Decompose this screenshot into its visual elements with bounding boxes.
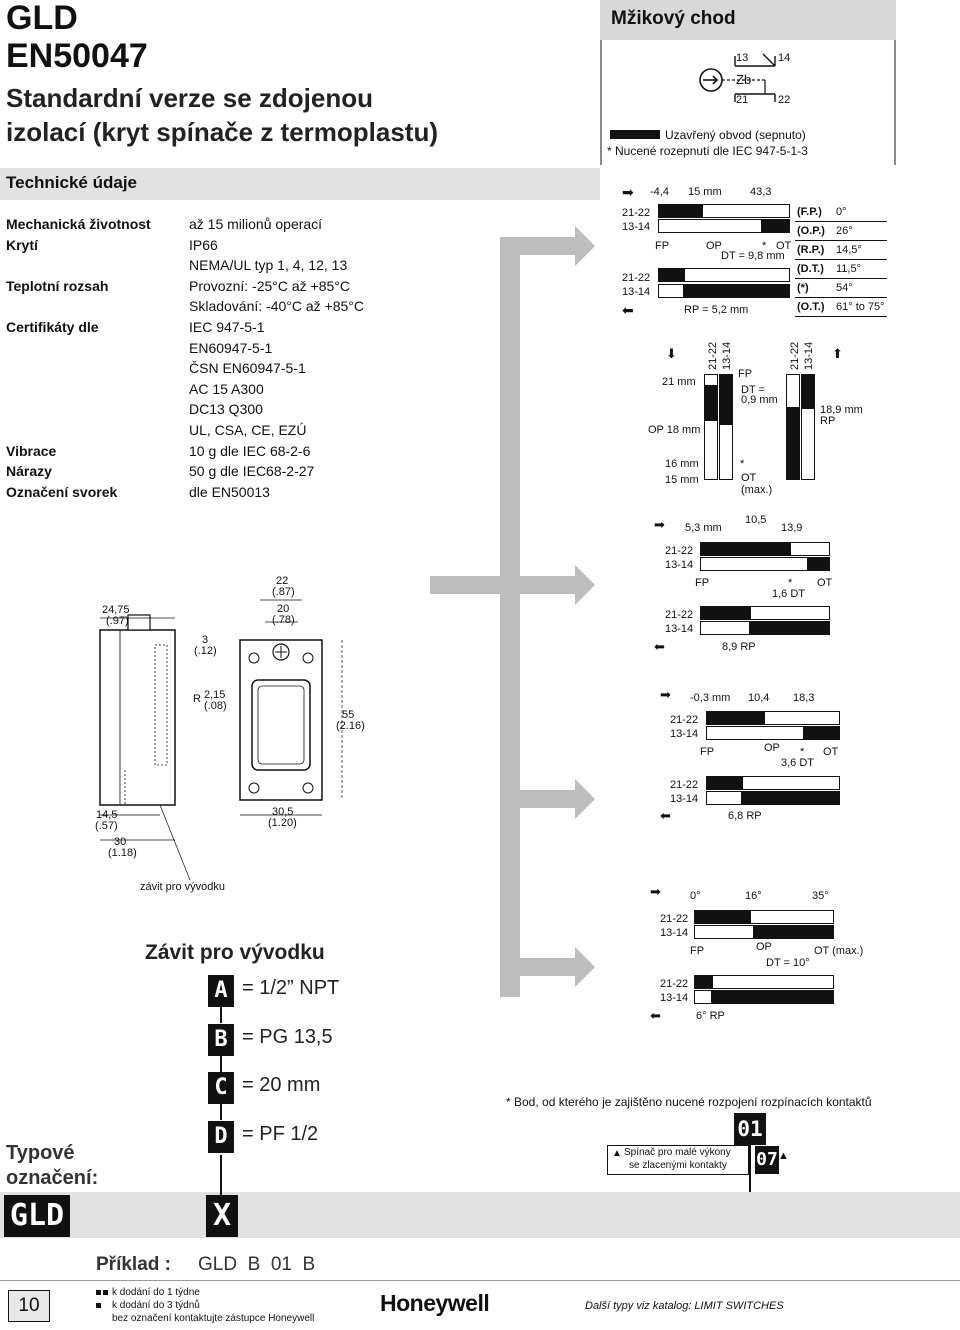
- footnote: * Bod, od kterého je zajištěno nucené rozpojení rozpínacích kontaktů: [506, 1095, 872, 1109]
- d2-bar: [786, 374, 800, 408]
- d3-dt: 1,6 DT: [772, 588, 806, 600]
- d2-op18: OP 18 mm: [648, 424, 701, 436]
- note-contact: bez označení kontaktujte zástupce Honeywell: [112, 1313, 315, 1324]
- d3-bar: [790, 542, 830, 556]
- spec-value: dle EN50013: [189, 483, 270, 500]
- d5-r2: 13-14: [660, 927, 689, 939]
- x-code: X: [206, 1195, 238, 1237]
- code-07-note-2: se zlacenými kontakty: [629, 1160, 727, 1171]
- dim-2475-in: (.97): [106, 615, 129, 627]
- return-arrow-icon: ⬅: [622, 302, 634, 318]
- d2-c1b: 21-22: [789, 341, 801, 370]
- gld-code: GLD: [4, 1195, 70, 1237]
- thread-text: = PF 1/2: [242, 1122, 319, 1145]
- dim-55-in: (2.16): [336, 720, 365, 732]
- flow-branch-1: [500, 237, 580, 255]
- d5-r1b: 21-22: [660, 978, 689, 990]
- flow-arrow-5: [575, 947, 595, 987]
- d1-table-rule: [795, 278, 887, 279]
- d1-bar: [658, 268, 684, 282]
- page-number: 10: [8, 1290, 50, 1322]
- d5-bar: [694, 975, 712, 989]
- d1-table-rule: [795, 297, 887, 298]
- d1-fp: FP: [655, 240, 670, 252]
- thread-code-b: B: [208, 1024, 234, 1056]
- thread-text: = PG 13,5: [242, 1025, 333, 1048]
- push-arrow-icon: ➡: [654, 517, 665, 532]
- d2-bar: [801, 408, 815, 480]
- thread-code-d: D: [208, 1121, 234, 1153]
- d5-rp: 6° RP: [696, 1010, 725, 1022]
- return-arrow-icon: ⬅: [660, 808, 671, 823]
- return-arrow-icon: ⬅: [654, 639, 665, 654]
- d4-top-b: 10,4: [748, 692, 770, 704]
- d5-bar: [694, 925, 754, 939]
- d2-dt1: DT =: [741, 384, 765, 396]
- d2-rp2: RP: [820, 415, 836, 427]
- d2-star: *: [740, 458, 745, 470]
- dim-30: 30: [114, 836, 127, 848]
- d2-bar: [704, 420, 718, 480]
- d4-dt: 3,6 DT: [781, 757, 815, 769]
- d1-table-rule: [795, 240, 887, 241]
- flow-branch-3: [430, 576, 580, 594]
- d3-top-b: 10,5: [745, 514, 767, 526]
- d1-table-key: (O.P.): [797, 225, 825, 237]
- product-standard: EN50047: [6, 37, 148, 75]
- spec-value: 50 g dle IEC68-2-27: [189, 463, 315, 480]
- d2-bar: [704, 374, 718, 386]
- spec-value: Skladování: -40°C až +85°C: [189, 298, 365, 315]
- d3-top-a: 5,3 mm: [685, 522, 722, 534]
- flow-branch-5: [500, 958, 580, 976]
- push-arrow-icon: ➡: [660, 687, 671, 702]
- d1-r1b: 21-22: [622, 272, 651, 284]
- spec-label: Krytí: [6, 236, 38, 253]
- d2-rp1: 18,9 mm: [820, 404, 863, 416]
- type-label-2: označení:: [6, 1167, 99, 1189]
- dim-215-in: (.08): [204, 700, 227, 712]
- dim-3-in: (.12): [194, 645, 217, 657]
- push-arrow-icon: ➡: [650, 884, 661, 899]
- note-triangle-icon: ▲: [612, 1148, 622, 1159]
- d4-top-a: -0,3 mm: [690, 692, 731, 704]
- d2-bar: [719, 374, 733, 424]
- example-value: GLD B 01 B: [198, 1254, 316, 1275]
- note-1-week: k dodání do 1 týdne: [112, 1287, 200, 1298]
- spec-label: Vibrace: [6, 442, 57, 459]
- thread-code-a: A: [208, 975, 234, 1007]
- spec-value: AC 15 A300: [189, 380, 264, 397]
- d4-r1: 21-22: [670, 714, 699, 726]
- d3-r2: 13-14: [665, 559, 694, 571]
- d2-c2b: 13-14: [803, 341, 815, 370]
- symbol-zb: Zb: [736, 72, 752, 87]
- square-bullet-icon: [96, 1290, 101, 1295]
- d1-table-value: 54°: [836, 282, 853, 294]
- note-3-weeks: k dodání do 3 týdnů: [112, 1300, 200, 1311]
- d4-star: *: [800, 746, 805, 758]
- d5-ot: OT (max.): [814, 945, 864, 957]
- d4-bar: [706, 726, 804, 740]
- d1-top-b: 15 mm: [688, 186, 722, 198]
- code-07-note-1: Spínač pro malé výkony: [624, 1147, 731, 1158]
- d2-m15: 15 mm: [665, 474, 699, 486]
- d1-r1: 21-22: [622, 207, 651, 219]
- drawing-caption: závit pro vývodku: [140, 881, 225, 893]
- thread-code-c: C: [208, 1072, 234, 1104]
- d3-r1b: 21-22: [665, 609, 694, 621]
- dim-r: R: [193, 693, 201, 705]
- d5-top-b: 16°: [745, 890, 762, 902]
- d2-bar: [801, 374, 815, 408]
- up-arrow-icon: ⬆: [832, 346, 843, 361]
- d1-table-key: (F.P.): [797, 206, 822, 218]
- spec-label: Označení svorek: [6, 483, 118, 500]
- d4-r2b: 13-14: [670, 793, 699, 805]
- d1-table-rule: [795, 316, 887, 317]
- d3-bar: [808, 557, 830, 571]
- dim-3: 3: [202, 634, 209, 646]
- d1-table-rule: [795, 259, 887, 260]
- d1-table-key: (D.T.): [797, 263, 824, 275]
- flow-bus: [500, 237, 520, 997]
- x-connector: [220, 1155, 222, 1195]
- d1-table-value: 11,5°: [836, 263, 861, 275]
- dim-215: 2,15: [204, 689, 226, 701]
- d2-c2: 13-14: [721, 341, 733, 370]
- thread-text: = 20 mm: [242, 1074, 321, 1096]
- d1-table-value: 14,5°: [836, 244, 862, 256]
- d4-rp: 6,8 RP: [728, 810, 762, 822]
- terminal-21: 21: [736, 94, 749, 106]
- d1-r2: 13-14: [622, 221, 651, 233]
- thread-connector: [220, 1056, 222, 1072]
- dim-20: 20: [277, 603, 290, 615]
- dim-55: 55: [342, 709, 355, 721]
- d3-fp: FP: [695, 577, 710, 589]
- d4-top-c: 18,3: [793, 692, 815, 704]
- d2-dt2: 0,9 mm: [741, 394, 778, 406]
- d4-bar: [742, 791, 840, 805]
- d5-r1: 21-22: [660, 913, 689, 925]
- d3-bar: [700, 606, 750, 620]
- spec-value: ČSN EN60947-5-1: [189, 360, 306, 377]
- type-label-1: Typové: [6, 1142, 75, 1164]
- d4-ot: OT: [823, 746, 839, 758]
- d4-bar: [706, 791, 742, 805]
- d2-bar: [786, 408, 800, 480]
- spec-value: Provozní: -25°C až +85°C: [189, 277, 350, 294]
- dim-2475: 24,75: [102, 604, 130, 616]
- d1-bar: [684, 284, 790, 298]
- d5-bar: [754, 925, 834, 939]
- spec-value: až 15 milionů operací: [189, 216, 323, 232]
- d4-r1b: 21-22: [670, 779, 699, 791]
- d3-r1: 21-22: [665, 545, 694, 557]
- d1-bar: [658, 284, 684, 298]
- dim-22: 22: [276, 575, 289, 587]
- d2-bar: [704, 386, 718, 420]
- spec-label: Nárazy: [6, 463, 52, 480]
- d3-bar: [750, 606, 830, 620]
- d1-bar: [658, 219, 762, 233]
- flow-arrow-1: [575, 226, 595, 266]
- spec-value: NEMA/UL typ 1, 4, 12, 13: [189, 257, 348, 274]
- d3-bar: [750, 621, 830, 635]
- push-arrow-icon: ➡: [622, 184, 634, 200]
- d1-top-c: 43,3: [750, 186, 772, 198]
- flow-arrow-4: [575, 779, 595, 819]
- terminal-14: 14: [778, 52, 791, 64]
- honeywell-logo: Honeywell: [380, 1290, 490, 1316]
- spec-value: DC13 Q300: [189, 401, 263, 418]
- spec-value: IP66: [189, 236, 218, 253]
- d5-bar: [694, 990, 712, 1004]
- d2-ot2: (max.): [741, 484, 773, 496]
- dim-20-in: (.78): [272, 614, 295, 626]
- d2-fp: FP: [738, 368, 753, 380]
- d1-rp: RP = 5,2 mm: [684, 304, 749, 316]
- d4-fp: FP: [700, 746, 715, 758]
- d3-star: *: [788, 577, 793, 589]
- return-arrow-icon: ⬅: [650, 1008, 661, 1023]
- d4-bar: [804, 726, 840, 740]
- d3-bar: [700, 557, 808, 571]
- terminal-13: 13: [736, 52, 749, 64]
- down-arrow-icon: ⬇: [666, 346, 677, 361]
- d5-r2b: 13-14: [660, 992, 689, 1004]
- d5-bar: [712, 990, 834, 1004]
- code-01: 01: [734, 1113, 766, 1145]
- dim-145-in: (.57): [95, 820, 118, 832]
- d5-top-a: 0°: [690, 890, 701, 902]
- d5-dt: DT = 10°: [766, 957, 810, 969]
- spec-label: Mechanická životnost: [6, 216, 151, 232]
- example-label: Příklad :: [96, 1254, 171, 1275]
- type-band: [0, 1192, 960, 1238]
- legend-closed-text: Uzavřený obvod (sepnuto): [665, 128, 806, 142]
- thread-connector: [220, 1007, 222, 1023]
- d3-ot: OT: [817, 577, 833, 589]
- spec-value: 10 g dle IEC 68-2-6: [189, 442, 311, 459]
- legend-closed-swatch: [610, 130, 660, 139]
- footer-rule: [0, 1280, 960, 1281]
- d2-m16: 16 mm: [665, 458, 699, 470]
- d3-top-c: 13,9: [781, 522, 803, 534]
- d1-dt: DT = 9,8 mm: [721, 250, 785, 262]
- d1-r2b: 13-14: [622, 286, 651, 298]
- thread-connector: [220, 1104, 222, 1120]
- d1-op: OP: [706, 240, 722, 252]
- d2-m21: 21 mm: [662, 376, 696, 388]
- d5-op: OP: [756, 941, 772, 953]
- d1-ot: OT: [776, 240, 792, 252]
- snap-title: Mžikový chod: [611, 8, 736, 29]
- spec-label: Certifikáty dle: [6, 319, 99, 335]
- d4-bar: [764, 711, 840, 725]
- product-title: GLD: [6, 0, 78, 37]
- d5-top-c: 35°: [812, 890, 829, 902]
- d4-bar: [706, 711, 764, 725]
- flow-branch-4: [500, 790, 580, 808]
- d2-c1: 21-22: [707, 341, 719, 370]
- d4-bar: [742, 776, 840, 790]
- subtitle-line1: Standardní verze se zdojenou: [6, 83, 373, 113]
- d2-bar: [719, 424, 733, 480]
- d1-table-value: 61° to 75°: [836, 301, 885, 313]
- dim-305: 30,5: [272, 806, 294, 818]
- d5-fp: FP: [690, 945, 705, 957]
- flow-arrow-3: [575, 565, 595, 605]
- dim-145: 14,5: [96, 809, 118, 821]
- d4-bar: [706, 776, 742, 790]
- d1-top-a: -4,4: [650, 186, 669, 198]
- dim-22-in: (.87): [272, 586, 295, 598]
- spec-value: UL, CSA, CE, EZÚ: [189, 422, 307, 438]
- d5-bar: [712, 975, 834, 989]
- thread-title: Závit pro vývodku: [145, 941, 325, 964]
- d1-table-key: (*): [797, 282, 809, 294]
- d4-op: OP: [764, 742, 780, 754]
- d1-table-key: (R.P.): [797, 244, 825, 256]
- d3-r2b: 13-14: [665, 623, 694, 635]
- dim-305-in: (1.20): [268, 817, 297, 829]
- d1-table-value: 0°: [836, 206, 847, 218]
- d3-rp: 8,9 RP: [722, 641, 756, 653]
- subtitle-line2: izolací (kryt spínače z termoplastu): [6, 117, 439, 147]
- dim-30-in: (1.18): [108, 847, 137, 859]
- square-bullet-icon: [103, 1290, 108, 1295]
- spec-value: IEC 947-5-1: [189, 319, 265, 335]
- d1-table-rule: [795, 221, 887, 222]
- d5-bar: [694, 910, 750, 924]
- code-07-triangle-icon: ▲: [778, 1150, 789, 1162]
- d1-bar: [702, 204, 790, 218]
- more-types-note: Další typy viz katalog: LIMIT SWITCHES: [585, 1300, 784, 1312]
- d2-ot1: OT: [741, 472, 757, 484]
- legend-forced-text: * Nucené rozepnutí dle IEC 947-5-1-3: [607, 144, 808, 158]
- d4-r2: 13-14: [670, 728, 699, 740]
- d1-table-value: 26°: [836, 225, 853, 237]
- spec-label: Teplotní rozsah: [6, 277, 109, 294]
- square-bullet-icon: [96, 1303, 101, 1308]
- code-07: 07: [755, 1146, 779, 1174]
- thread-text: = 1/2” NPT: [242, 977, 340, 999]
- d1-table-key: (O.T.): [797, 301, 825, 313]
- d1-bar: [762, 219, 790, 233]
- code-01-connector: [749, 1145, 751, 1192]
- d5-bar: [750, 910, 834, 924]
- d3-bar: [700, 621, 750, 635]
- tech-heading: Technické údaje: [6, 173, 138, 192]
- d1-star: *: [762, 240, 767, 252]
- d1-bar: [658, 204, 702, 218]
- spec-value: EN60947-5-1: [189, 339, 273, 356]
- terminal-22: 22: [778, 94, 791, 106]
- d1-bar: [684, 268, 790, 282]
- d3-bar: [700, 542, 790, 556]
